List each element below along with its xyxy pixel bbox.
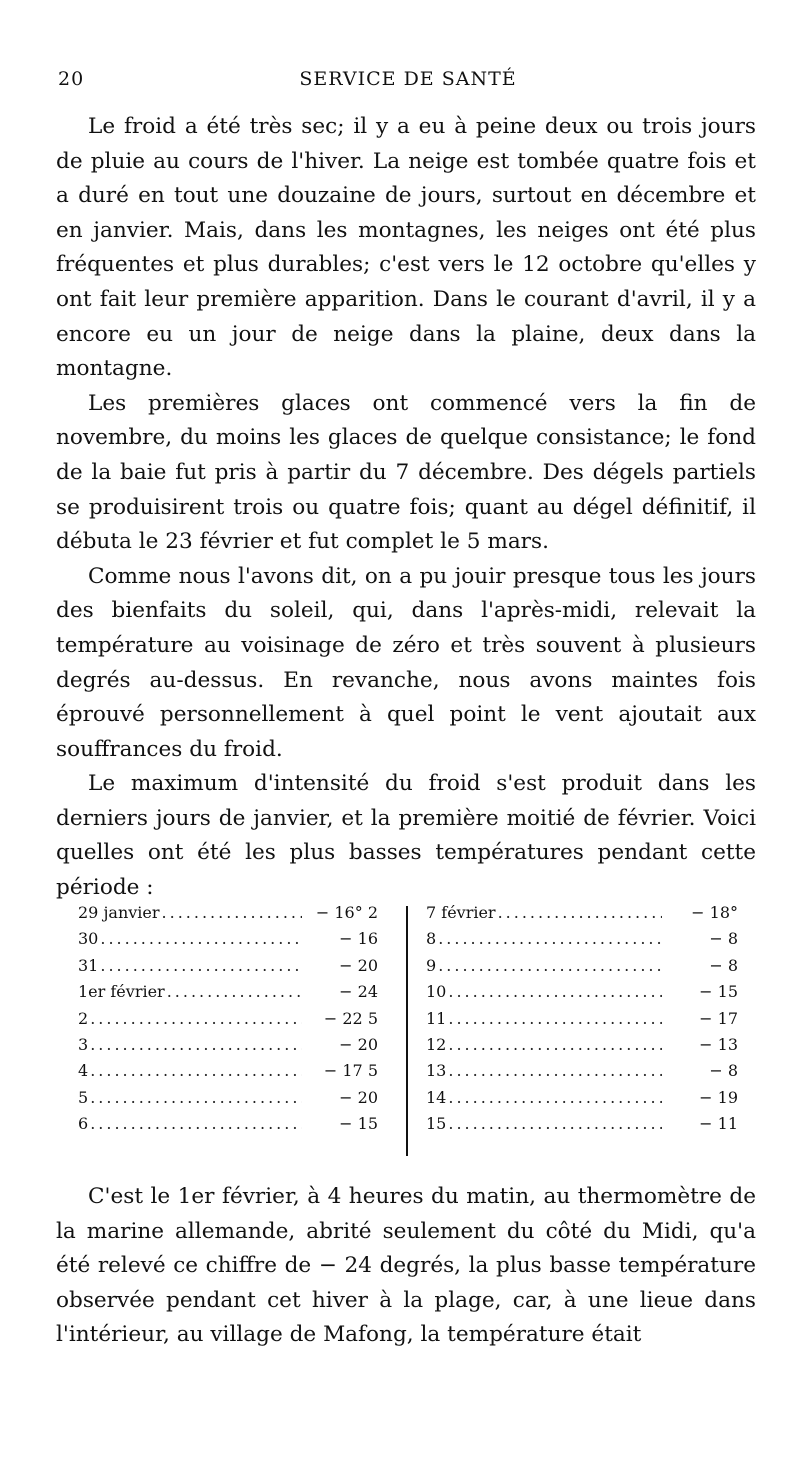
row-temperature: − 13 <box>699 1034 738 1054</box>
table-row <box>78 1032 378 1058</box>
row-date: 7 février <box>426 903 496 922</box>
leader-dots <box>496 900 662 926</box>
row-temperature: − 11 <box>699 1114 738 1134</box>
row-temperature: − 16 <box>339 929 378 949</box>
table-column-right <box>426 900 738 1138</box>
leader-dots <box>446 1085 662 1111</box>
table-row <box>78 900 378 926</box>
leader-dots <box>88 1006 302 1032</box>
row-temperature: − 20 <box>339 955 378 975</box>
leader-dots <box>98 953 302 979</box>
row-date: 9 <box>426 955 437 975</box>
table-row <box>78 1058 378 1084</box>
row-temperature: − 15 <box>339 1114 378 1134</box>
leader-dots <box>446 979 662 1005</box>
row-date: 2 <box>78 1008 89 1028</box>
row-date: 13 <box>426 1061 447 1081</box>
paragraph-1: Le froid a été très sec; il y a eu à peine deux ou trois jours de pluie au cours de l'hiver. La neige est tombée quatre fois et a duré en tout une douzaine de jours, surtout en décembre et en janvier. Mais, dans les montagnes, les neiges ont été plus fréquentes et plus durables; c'est vers le 12 octobre qu'elles y ont fait leur première apparition. Dans le courant d'avril, il y a encore eu un jour de neige dans la plaine, deux dans la montagne. <box>56 114 756 382</box>
row-temperature: − 16° 2 <box>315 903 378 922</box>
leader-dots <box>436 926 662 952</box>
leader-dots <box>160 900 302 926</box>
row-date: 3 <box>78 1034 89 1054</box>
leader-dots <box>165 979 302 1005</box>
row-date: 6 <box>78 1114 89 1134</box>
table-row <box>426 1111 738 1137</box>
table-row <box>78 979 378 1005</box>
paragraph-5: C'est le 1er février, à 4 heures du matin, au thermomètre de la marine allemande, abrité seulement du côté du Midi, qu'a été relevé ce chiffre de − 24 degrés, la plus basse température observée pendant cet hiver à la plage, car, à une lieue dans l'intérieur, au village de Mafong, la température était <box>56 1184 756 1348</box>
closing-text <box>56 1180 756 1353</box>
leader-dots <box>446 1032 662 1058</box>
row-temperature: − 22 5 <box>323 1008 378 1028</box>
paragraph-4: Le maximum d'intensité du froid s'est produit dans les derniers jours de janvier, et la première moitié de février. Voici quelles ont été les plus basses températures pendant cette période : <box>56 771 756 901</box>
table-row <box>426 979 738 1005</box>
leader-dots <box>88 1032 302 1058</box>
row-temperature: − 19 <box>699 1087 738 1107</box>
row-date: 29 janvier <box>78 903 160 922</box>
row-temperature: − 18° <box>691 903 738 922</box>
row-date: 1er février <box>78 982 165 1002</box>
row-date: 11 <box>426 1008 447 1028</box>
row-date: 4 <box>78 1061 89 1081</box>
row-date: 5 <box>78 1087 89 1107</box>
page-number: 20 <box>58 68 85 90</box>
column-divider <box>406 906 408 1156</box>
body-text <box>56 110 756 906</box>
row-date: 10 <box>426 982 447 1002</box>
row-temperature: − 8 <box>709 1061 738 1081</box>
table-column-left <box>78 900 378 1138</box>
leader-dots <box>88 1085 302 1111</box>
row-temperature: − 8 <box>709 929 738 949</box>
table-row <box>78 1085 378 1111</box>
running-title: SERVICE DE SANTÉ <box>299 68 517 90</box>
table-row <box>426 1006 738 1032</box>
table-row <box>78 1006 378 1032</box>
row-temperature: − 24 <box>339 982 378 1002</box>
table-row <box>78 926 378 952</box>
row-temperature: − 17 <box>699 1008 738 1028</box>
row-date: 14 <box>426 1087 447 1107</box>
leader-dots <box>446 1006 662 1032</box>
table-row <box>426 1032 738 1058</box>
row-date: 12 <box>426 1034 447 1054</box>
row-temperature: − 17 5 <box>323 1061 378 1081</box>
table-row <box>426 900 738 926</box>
row-date: 8 <box>426 929 437 949</box>
row-date: 30 <box>78 929 99 949</box>
table-row <box>426 953 738 979</box>
table-row <box>426 926 738 952</box>
paragraph-3: Comme nous l'avons dit, on a pu jouir presque tous les jours des bienfaits du soleil, qui, dans l'après-midi, relevait la température au voisinage de zéro et très souvent à plusieurs degrés au-dessus. En revanche, nous avons maintes fois éprouvé personnellement à quel point le vent ajoutait aux souffrances du froid. <box>56 563 756 762</box>
row-temperature: − 20 <box>339 1087 378 1107</box>
row-date: 31 <box>78 955 99 975</box>
table-row <box>426 1085 738 1111</box>
page-header <box>58 68 758 98</box>
table-row <box>426 1058 738 1084</box>
leader-dots <box>436 953 662 979</box>
table-row <box>78 953 378 979</box>
row-temperature: − 8 <box>709 955 738 975</box>
leader-dots <box>446 1058 662 1084</box>
leader-dots <box>98 926 302 952</box>
leader-dots <box>446 1111 662 1137</box>
leader-dots <box>88 1111 302 1137</box>
row-temperature: − 20 <box>339 1034 378 1054</box>
leader-dots <box>88 1058 302 1084</box>
row-temperature: − 15 <box>699 982 738 1002</box>
table-row <box>78 1111 378 1137</box>
row-date: 15 <box>426 1114 447 1134</box>
paragraph-2: Les premières glaces ont commencé vers la fin de novembre, du moins les glaces de quelque consistance; le fond de la baie fut pris à partir du 7 décembre. Des dégels partiels se produisirent trois ou quatre fois; quant au dégel définitif, il débuta le 23 février et fut complet le 5 mars. <box>56 390 756 555</box>
